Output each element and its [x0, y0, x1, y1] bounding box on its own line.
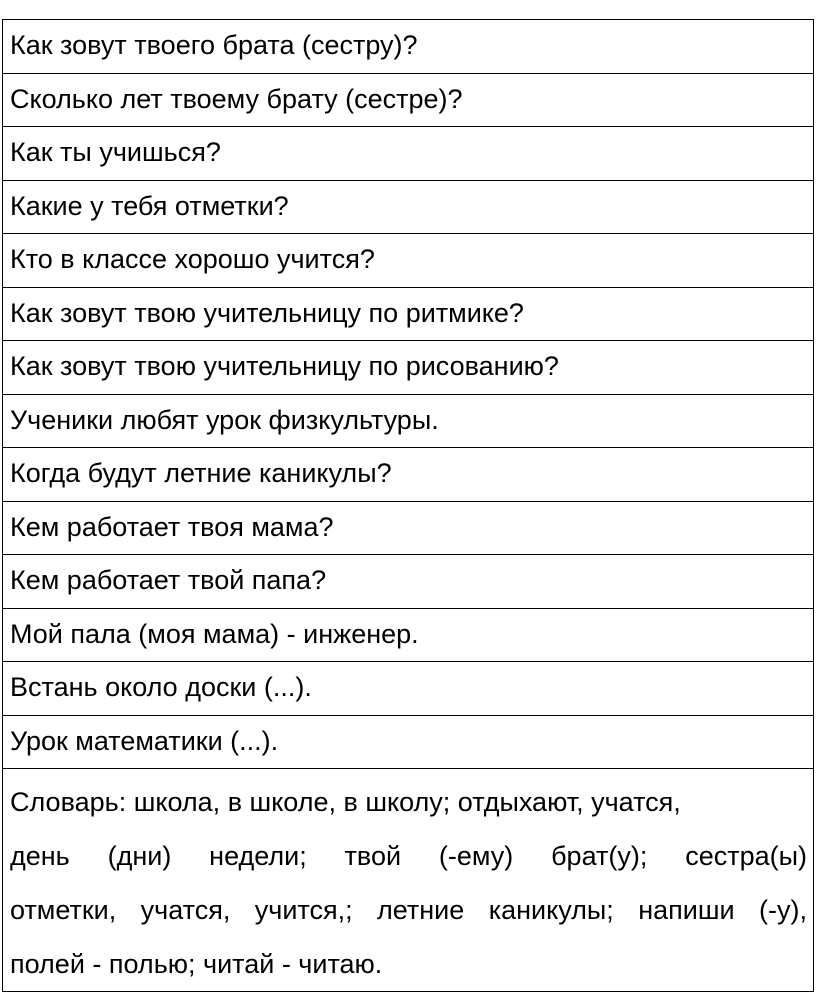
table-row	[3, 180, 814, 234]
table-row	[3, 341, 814, 395]
vocabulary-line: полей - полью; читай - читаю.	[10, 949, 383, 979]
table-row	[3, 73, 814, 127]
table-row	[3, 715, 814, 769]
question-cell: Как зовут твоего брата (сестру)?	[3, 20, 814, 74]
table-row	[3, 20, 814, 74]
question-cell: Сколько лет твоему брату (сестре)?	[3, 73, 814, 127]
question-cell: Как зовут твою учительницу по рисованию?	[3, 341, 814, 395]
vocabulary-line: день (дни) недели; твой (-ему) брат(у); сестра(ы)	[10, 841, 807, 871]
table-row	[3, 287, 814, 341]
question-table	[2, 19, 814, 992]
question-cell: Как зовут твою учительницу по ритмике?	[3, 287, 814, 341]
question-cell: Как ты учишься?	[3, 127, 814, 181]
vocabulary-line: Словарь: школа, в школе, в школу; отдыхают, учатся,	[10, 787, 681, 817]
vocabulary-row	[3, 769, 814, 992]
question-cell: Кем работает твой папа?	[3, 555, 814, 609]
table-row	[3, 394, 814, 448]
question-cell: Когда будут летние каникулы?	[3, 448, 814, 502]
vocabulary-line: отметки, учатся, учится,; летние каникулы; напиши (-у),	[10, 895, 807, 925]
question-cell: Кто в классе хорошо учится?	[3, 234, 814, 288]
vocabulary-cell	[3, 769, 814, 992]
question-cell: Мой пала (моя мама) - инженер.	[3, 608, 814, 662]
table-row	[3, 662, 814, 716]
table-row	[3, 501, 814, 555]
question-cell: Ученики любят урок физкультуры.	[3, 394, 814, 448]
question-cell: Какие у тебя отметки?	[3, 180, 814, 234]
table-row	[3, 608, 814, 662]
question-cell: Встань около доски (...).	[3, 662, 814, 716]
table-row	[3, 555, 814, 609]
table-row	[3, 234, 814, 288]
question-cell: Кем работает твоя мама?	[3, 501, 814, 555]
table-row	[3, 127, 814, 181]
table-row	[3, 448, 814, 502]
question-cell: Урок математики (...).	[3, 715, 814, 769]
